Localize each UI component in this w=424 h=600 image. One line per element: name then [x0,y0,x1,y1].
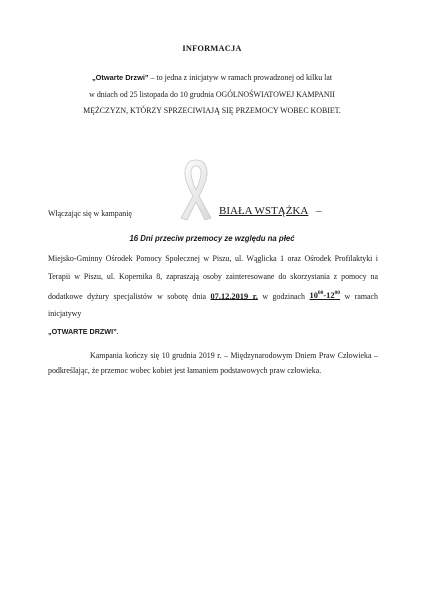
campaign-title: BIAŁA WSTĄŻKA [219,205,309,217]
hour-end: 12 [326,291,335,301]
closing-paragraph [48,348,378,379]
hour-end-min: 00 [334,290,341,297]
campaign-subtitle: 16 Dni przeciw przemocy ze względu na płeć [129,234,295,243]
intro-paragraph [40,70,384,120]
hour-start: 10 [309,291,318,301]
white-ribbon-icon [171,156,221,222]
campaign-join-text: Włączając się w kampanię [48,209,132,218]
intro-line-1-rest: – to jedna z inicjatyw w ramach prowadzonej od kilku lat [148,73,333,82]
intro-line-1 [40,70,384,87]
event-date: 07.12.2019 r. [210,291,258,301]
campaign-title-dash: – [316,205,322,217]
intro-line-3: MĘŻCZYZN, KTÓRZY SPRZECIWIAJĄ SIĘ PRZEMOCY WOBEC KOBIET. [83,106,341,115]
body-text-4: . [116,326,119,336]
intro-line-2: w dniach od 25 listopada do 10 grudnia OGÓLNOŚWIATOWEJ KAMPANII [89,89,335,99]
intro-quote: „Otwarte Drzwi” [91,73,149,82]
closing-text: Kampania kończy się 10 grudnia 2019 r. – Międzynarodowym Dniem Praw Człowieka – podkreślając, że przemoc wobec kobiet jest łamaniem podstawowych praw człowieka. [48,351,378,376]
body-text-1: Miejsko-Gminny Ośrodek Pomocy Społecznej w Piszu, ul. Wąglicka 1 oraz Ośrodek Profilaktyki i Terapii w Piszu, ul. Kopernika 8, zapraszają osoby zainteresowane do skorzystania z pomocy na dodatkowe dyżury specjalistów w sobotę dnia [48,254,378,301]
hour-start-min: 00 [317,290,324,297]
initiative-name: „OTWARTE DRZWI” [48,326,117,336]
document-heading: INFORMACJA [182,44,242,53]
body-text-2: w godzinach [257,291,310,301]
hours-range [310,291,341,300]
body-text-3: w ramach inicjatywy [48,291,378,319]
body-paragraph [48,250,378,341]
hour-separator: - [323,291,327,301]
